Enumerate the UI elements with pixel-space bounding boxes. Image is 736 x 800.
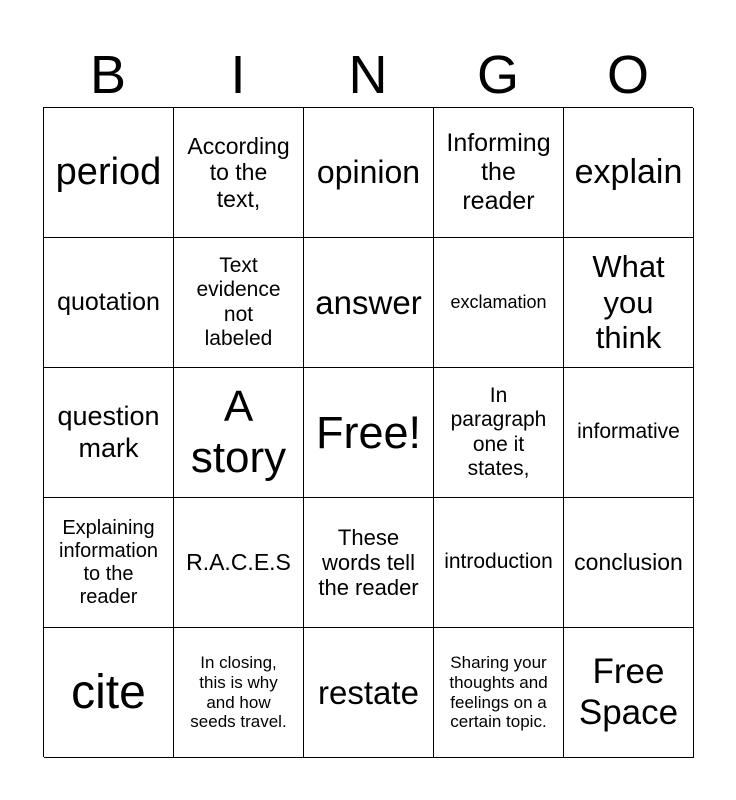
- bingo-cell-text: Explaining information to the reader: [59, 516, 158, 608]
- header-letter-g: G: [476, 45, 519, 105]
- bingo-cell[interactable]: [44, 498, 174, 628]
- bingo-cell[interactable]: [44, 368, 174, 498]
- bingo-cell-text: Sharing your thoughts and feelings on a certain topic.: [449, 653, 548, 732]
- bingo-cell[interactable]: [434, 498, 564, 628]
- bingo-cell-text: quotation: [57, 288, 160, 317]
- bingo-cell[interactable]: [304, 238, 434, 368]
- bingo-cell-text: What you think: [592, 249, 665, 356]
- bingo-cell[interactable]: [304, 498, 434, 628]
- bingo-cell[interactable]: [174, 628, 304, 758]
- bingo-cell[interactable]: [304, 368, 434, 498]
- bingo-cell-text: introduction: [444, 550, 553, 574]
- bingo-cell[interactable]: [44, 238, 174, 368]
- bingo-cell-text: opinion: [316, 154, 421, 191]
- bingo-cell-text: Informing the reader: [446, 129, 551, 215]
- bingo-cell-text: These words tell the reader: [318, 524, 419, 601]
- bingo-cell[interactable]: [174, 108, 304, 238]
- bingo-cell[interactable]: [304, 628, 434, 758]
- bingo-cell-text: informative: [577, 420, 680, 444]
- bingo-cell[interactable]: [564, 498, 694, 628]
- bingo-cell-text: According to the text,: [187, 132, 290, 212]
- bingo-cell-text: conclusion: [574, 549, 683, 576]
- bingo-cell[interactable]: [434, 238, 564, 368]
- bingo-cell-text: In closing, this is why and how seeds travel.: [190, 653, 287, 732]
- bingo-cell-text: Text evidence not labeled: [196, 254, 281, 350]
- bingo-header: [43, 44, 693, 106]
- bingo-cell-text: question mark: [57, 401, 160, 463]
- bingo-cell-text: cite: [71, 665, 146, 719]
- bingo-cell-text: A story: [190, 381, 287, 482]
- bingo-cell[interactable]: [434, 628, 564, 758]
- bingo-cell[interactable]: [44, 108, 174, 238]
- bingo-cell-text: Free Space: [578, 652, 679, 732]
- bingo-cell[interactable]: [434, 108, 564, 238]
- bingo-cell-text: R.A.C.E.S: [186, 549, 291, 576]
- bingo-card-grid: [43, 107, 693, 757]
- bingo-cell-text: explain: [574, 152, 683, 191]
- bingo-cell[interactable]: [304, 108, 434, 238]
- header-letter-i: I: [230, 45, 246, 105]
- header-letter-o: O: [606, 45, 649, 105]
- bingo-cell-text: In paragraph one it states,: [450, 384, 547, 480]
- bingo-cell[interactable]: [564, 628, 694, 758]
- bingo-cell[interactable]: [174, 498, 304, 628]
- bingo-cell-text: Free!: [315, 406, 422, 458]
- bingo-cell[interactable]: [564, 108, 694, 238]
- bingo-cell[interactable]: [174, 238, 304, 368]
- bingo-cell[interactable]: [564, 368, 694, 498]
- bingo-cell-text: answer: [315, 283, 422, 321]
- bingo-cell-text: restate: [318, 673, 419, 711]
- bingo-cell[interactable]: [44, 628, 174, 758]
- header-letter-b: B: [89, 45, 127, 105]
- bingo-cell-text: exclamation: [450, 292, 547, 313]
- bingo-cell-text: period: [55, 150, 162, 193]
- bingo-cell[interactable]: [434, 368, 564, 498]
- header-letter-n: N: [348, 45, 388, 105]
- bingo-cell[interactable]: [564, 238, 694, 368]
- bingo-cell[interactable]: [174, 368, 304, 498]
